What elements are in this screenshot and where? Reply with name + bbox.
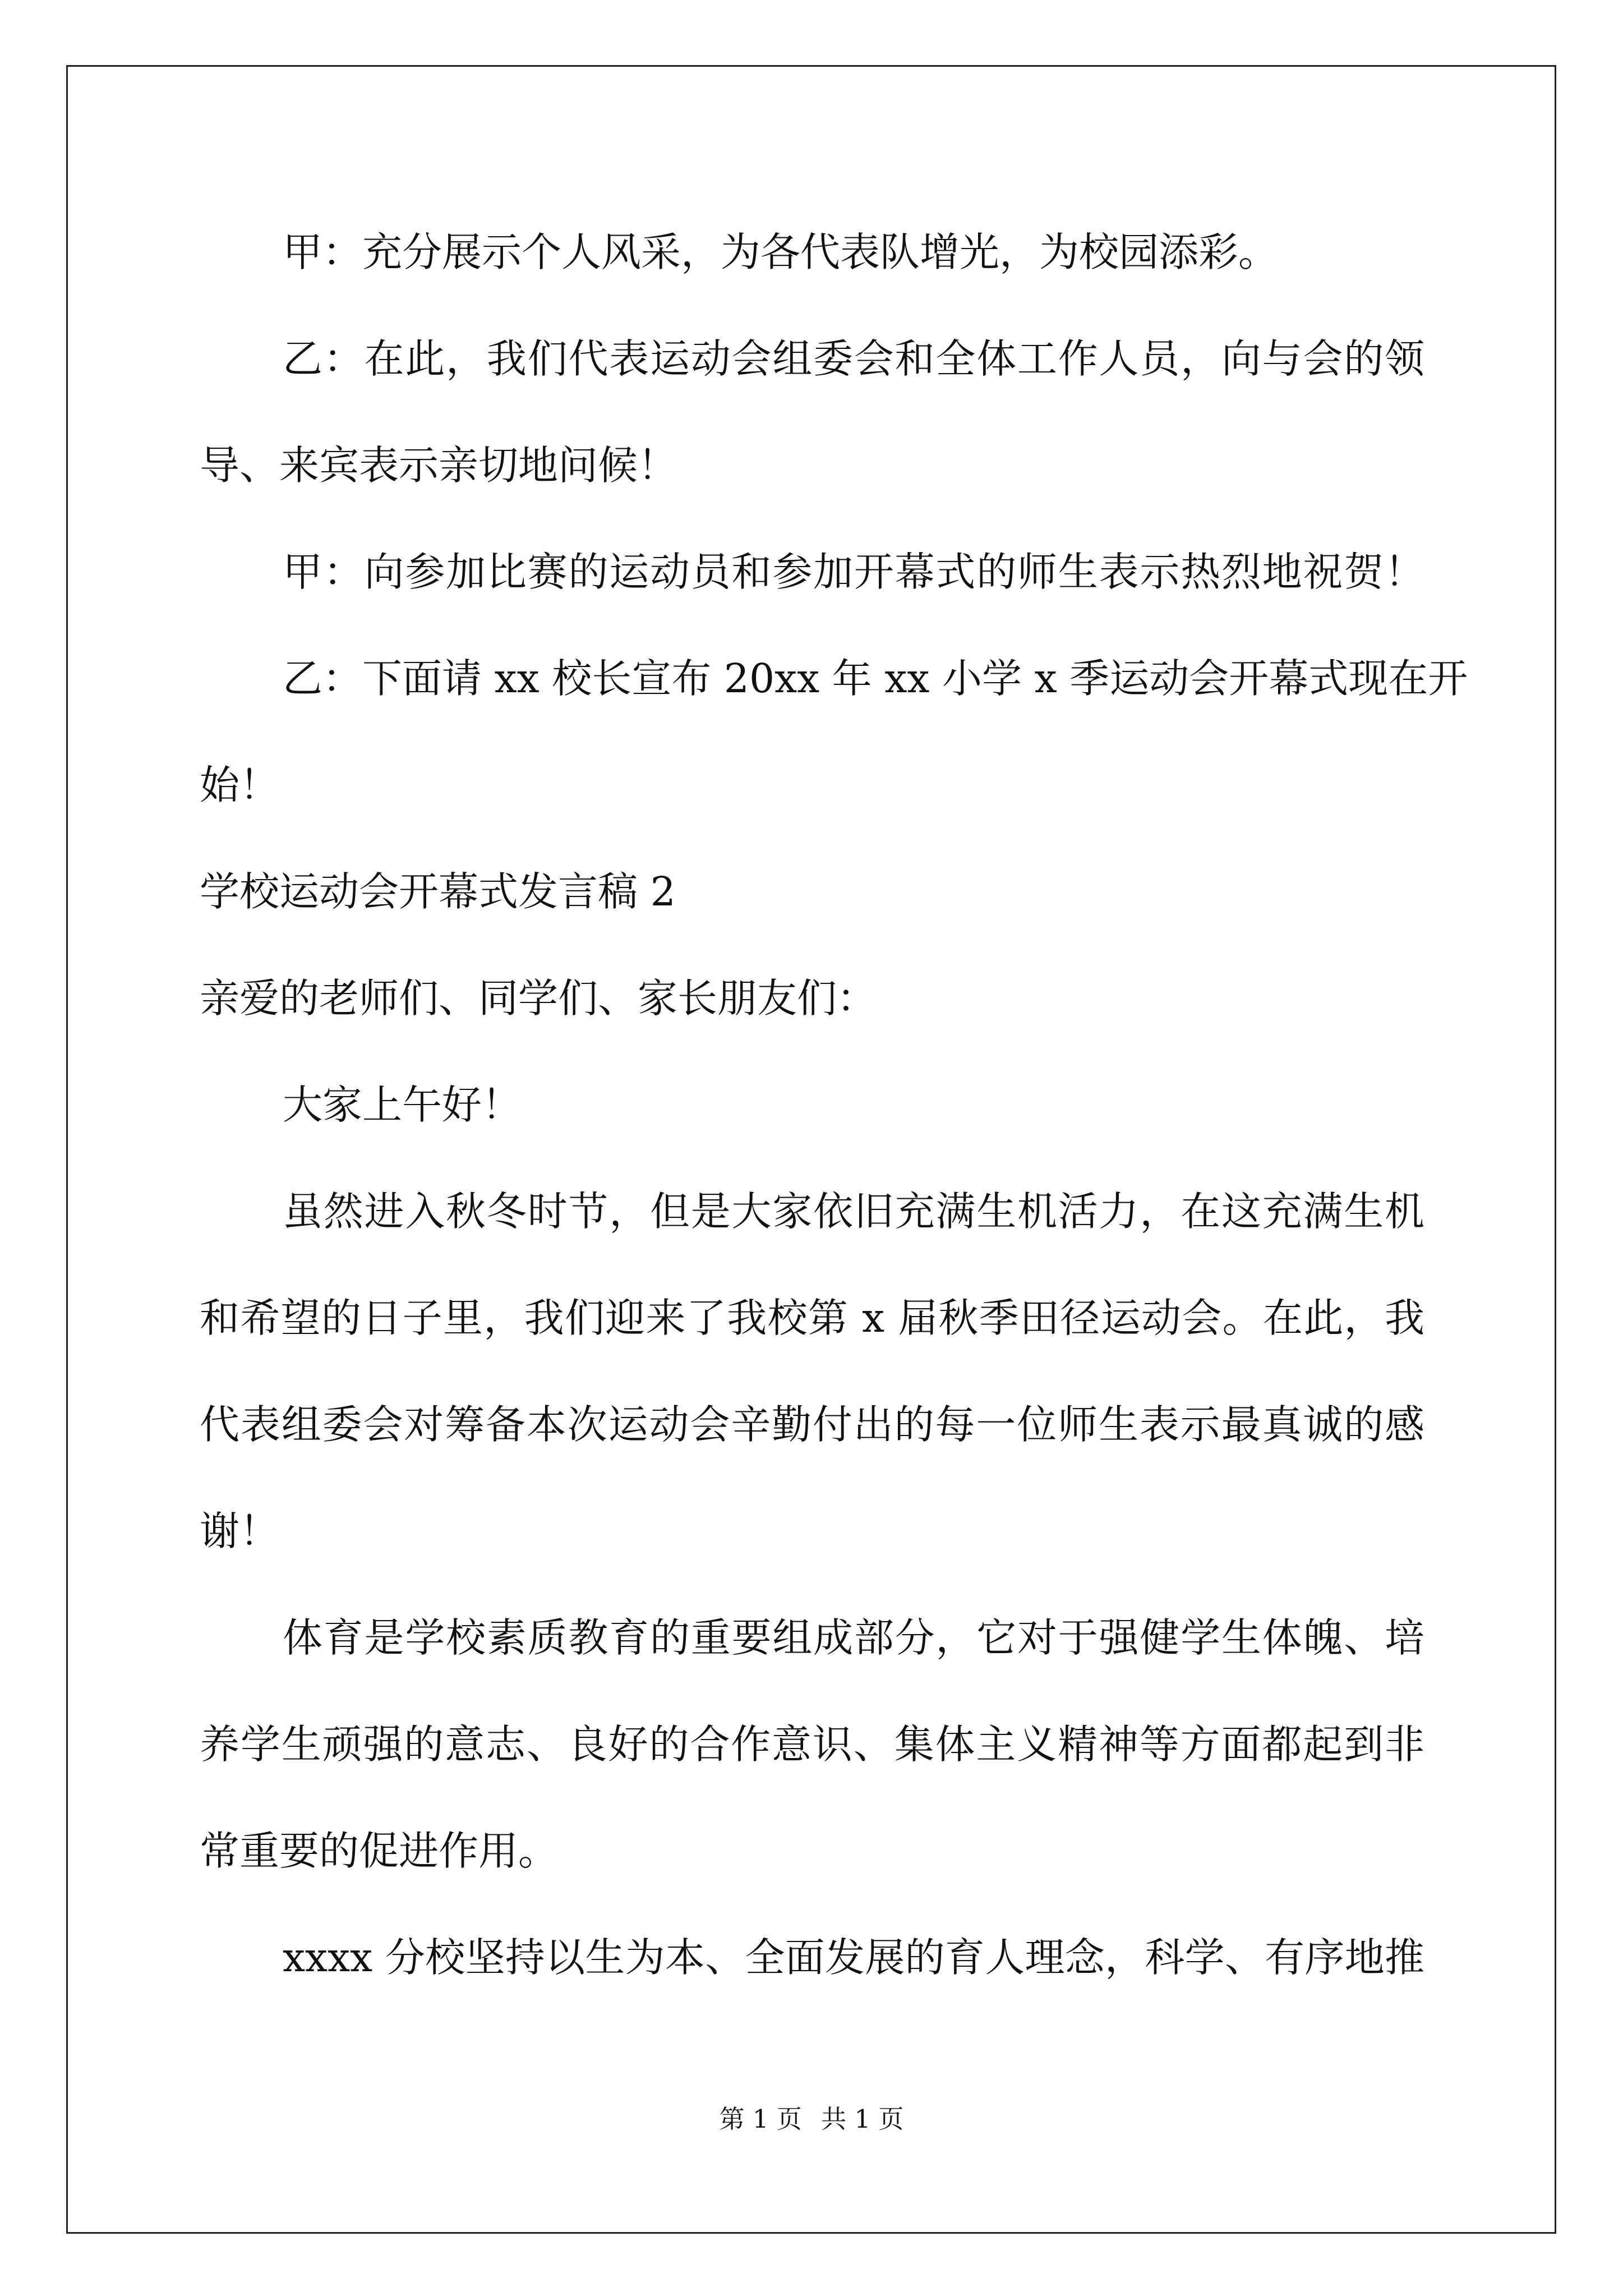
page-total: 共 1 页: [821, 2104, 904, 2134]
paragraph-line: xxxx 分校坚持以生为本、全面发展的育人理念，科学、有序地推: [283, 1934, 1424, 1981]
paragraph-line: 谢！: [200, 1508, 280, 1554]
paragraph-line: 养学生顽强的意志、良好的合作意识、集体主义精神等方面都起到非: [200, 1721, 1424, 1768]
paragraph-line: 代表组委会对筹备本次运动会辛勤付出的每一位师生表示最真诚的感: [200, 1401, 1424, 1448]
paragraph-line: 虽然进入秋冬时节，但是大家依旧充满生机活力，在这充满生机: [283, 1188, 1424, 1235]
page-number: 第 1 页: [719, 2104, 802, 2134]
paragraph-line: 乙：下面请 xx 校长宣布 20xx 年 xx 小学 x 季运动会开幕式现在开: [283, 655, 1468, 702]
greeting: 大家上午好！: [283, 1082, 522, 1128]
salutation: 亲爱的老师们、同学们、家长朋友们：: [200, 975, 877, 1022]
section-heading: 学校运动会开幕式发言稿 2: [200, 868, 676, 915]
paragraph-line: 和希望的日子里，我们迎来了我校第 x 届秋季田径运动会。在此，我: [200, 1295, 1424, 1341]
paragraph-line: 常重要的促进作用。: [200, 1828, 559, 1874]
paragraph-line: 导、来宾表示亲切地问候！: [200, 442, 678, 489]
paragraph-line: 乙：在此，我们代表运动会组委会和全体工作人员，向与会的领: [283, 335, 1424, 382]
paragraph-line: 始！: [200, 762, 280, 808]
document-body: [200, 0, 1468, 2076]
paragraph-line: 体育是学校素质教育的重要组成部分，它对于强健学生体魄、培: [283, 1614, 1424, 1661]
page-footer: [0, 2102, 1623, 2136]
paragraph-line: 甲：向参加比赛的运动员和参加开幕式的师生表示热烈地祝贺！: [283, 549, 1424, 595]
paragraph-line: 甲：充分展示个人风采，为各代表队增光，为校园添彩。: [283, 229, 1279, 275]
